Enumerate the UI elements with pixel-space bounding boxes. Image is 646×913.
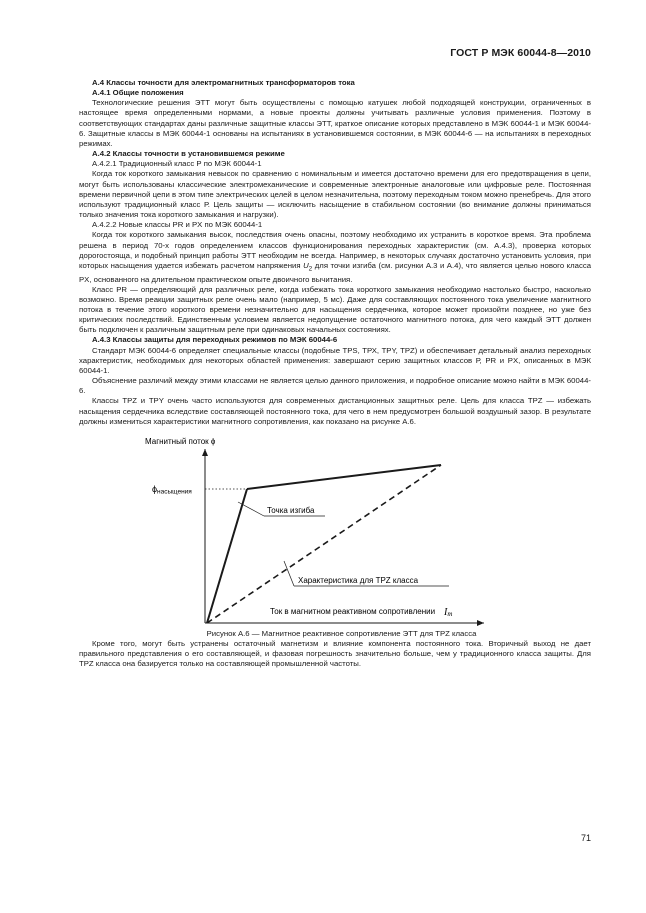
section-a41-paragraph: Технологические решения ЭТТ могут быть осуществлены с помощью катушек любой подходящей конструкции, ограниченных в настоящее время определенными нормами, а новые проекты должны учитывать различные условия применения. Поэтому в соответствующих стандартах даны различные защитные классы ЭТТ, краткое описание которых представлено в МЭК 60044-1 и МЭК 60044-6. Защитные классы в МЭК 60044-1 основаны на испытаниях в установившемся состоянии, в МЭК 60044-6 — на испытаниях в переходных режимах. <box>79 98 591 148</box>
figure-a6 <box>79 433 591 629</box>
document-body <box>79 78 591 669</box>
page-number: 71 <box>580 833 591 843</box>
tpz-curve <box>207 465 441 623</box>
section-a43-paragraph-1: Стандарт МЭК 60044-6 определяет специальные классы (подобные TPS, ТРХ, TPY, TPZ) и обеспечивает детальный анализ переходных характеристик, необходимых для некоторых областей применения: завершают серию защитных классов Р, PR и PX, описанных в МЭК 60044-1. <box>79 345 591 375</box>
y-axis-label: Магнитный поток ϕ <box>145 436 216 446</box>
x-axis-label: Ток в магнитном реактивном сопротивлении <box>270 606 436 616</box>
section-a422-paragraph <box>79 230 591 284</box>
conventional-curve-saturated <box>247 465 441 489</box>
phi-saturation-label <box>152 484 192 496</box>
section-a422-paragraph-pr: Класс PR — определяющий для различных реле, когда избежать тока короткого замыкания необходимо настолько быстро, насколько возможно. Время реакции защитных реле очень мало (например, 5 мс). Даже для составляющих постоянного тока увеличение магнитного потока в течение этого короткого времени незначительно для насыщения сердечника, которое может произойти позднее, но уже без критических последствий. Единственным условием является недопущение остаточного магнитного потока, для чего каждый ЭТТ должен быть подключен к различным защитным реле при одинаковых начальных состояниях. <box>79 284 591 335</box>
magnetization-diagram <box>79 433 591 629</box>
current-subscript: m <box>447 609 453 618</box>
voltage-symbol: U <box>303 260 309 270</box>
current-symbol: I <box>444 606 448 618</box>
section-a421-title: А.4.2.1 Традиционный класс Р по МЭК 60044-1 <box>92 159 262 169</box>
document-header: ГОСТ Р МЭК 60044-8—2010 <box>450 47 591 59</box>
section-a421-paragraph: Когда ток короткого замыкания невысок по сравнению с номинальным и имеется достаточно времени для его предотвращения в цепи, могут быть использованы классические электромеханические и современные электронные аналоговые или цифровые реле. Постоянная времени первичной цепи в этом типе электрических целей в целом незначительна, поэтому переходным током можно пренебречь. Для этого используют традиционный класс Р. Цель защиты — исключить насыщение в стабильном состоянии (во внимание должны приниматься только значения тока короткого замыкания и нагрузки). <box>79 169 591 220</box>
figure-caption: Рисунок А.6 — Магнитное реактивное сопротивление ЭТТ для TPZ класса <box>206 628 477 638</box>
voltage-subscript: 2 <box>308 265 313 273</box>
section-a43-title: А.4.3 Классы защиты для переходных режимов по МЭК 60044-6 <box>92 335 338 345</box>
conventional-curve-steep <box>207 489 247 623</box>
phi-subscript: насыщения <box>157 488 192 496</box>
section-a422-title: А.4.2.2 Новые классы PR и PX по МЭК 60044-1 <box>92 220 263 230</box>
paragraph-text: для точки изгиба (см. рисунки А.3 и А.4), что является целью нового класса PX, основанного на длительном практическом опыте двоичного вычитания. <box>79 260 592 284</box>
section-a43-paragraph-2: Объяснение различий между этими классами не является целью данного приложения, и подробное описание можно найти в МЭК 60044-6. <box>79 376 591 396</box>
knee-label: Точка изгиба <box>267 505 315 515</box>
section-a4-title: А.4 Классы точности для электромагнитных трансформаторов тока <box>92 78 355 87</box>
section-a42-title: А.4.2 Классы точности в установившемся режиме <box>92 149 285 159</box>
phi-symbol: ϕ <box>152 483 158 494</box>
closing-paragraph: Кроме того, могут быть устранены остаточный магнетизм и влияние компонента постоянного тока. Вторичный выход не дает правильного представления о его составляющей, и фазовая погрешность значительно больше, чем у традиционного класса защиты. Для TPZ класса она базируется только на составляющей промышленной частоты. <box>79 639 591 669</box>
x-axis-symbol <box>443 607 452 618</box>
section-a41-title: А.4.1 Общие положения <box>92 88 184 98</box>
tpz-label: Характеристика для TPZ класса <box>298 575 419 585</box>
paragraph-text: Когда ток короткого замыкания высок, последствия очень опасны, поэтому необходимо их устранить в короткое время. Эта проблема решена в период 70-х годов определением классов функционирования переходных характеристик (см. А.4.3), проверка которых дорогостояща, и подобный принцип работы ЭТТ необходим не всегда. Например, в некоторых случаях достаточно установить условия, при которых насыщения удается избежать расчетом напряжения <box>79 230 591 270</box>
section-a43-paragraph-3: Классы TPZ и TPY очень часто используются для современных дистанционных защитных реле. Цель для класса TPZ — избежать насыщения сердечника вследствие составляющей постоянного тока, для чего в нем предусмотрен большой воздушный зазор. В результате должны измениться характеристики магнитного сопротивления, как показано на рисунке А.6. <box>79 396 591 426</box>
